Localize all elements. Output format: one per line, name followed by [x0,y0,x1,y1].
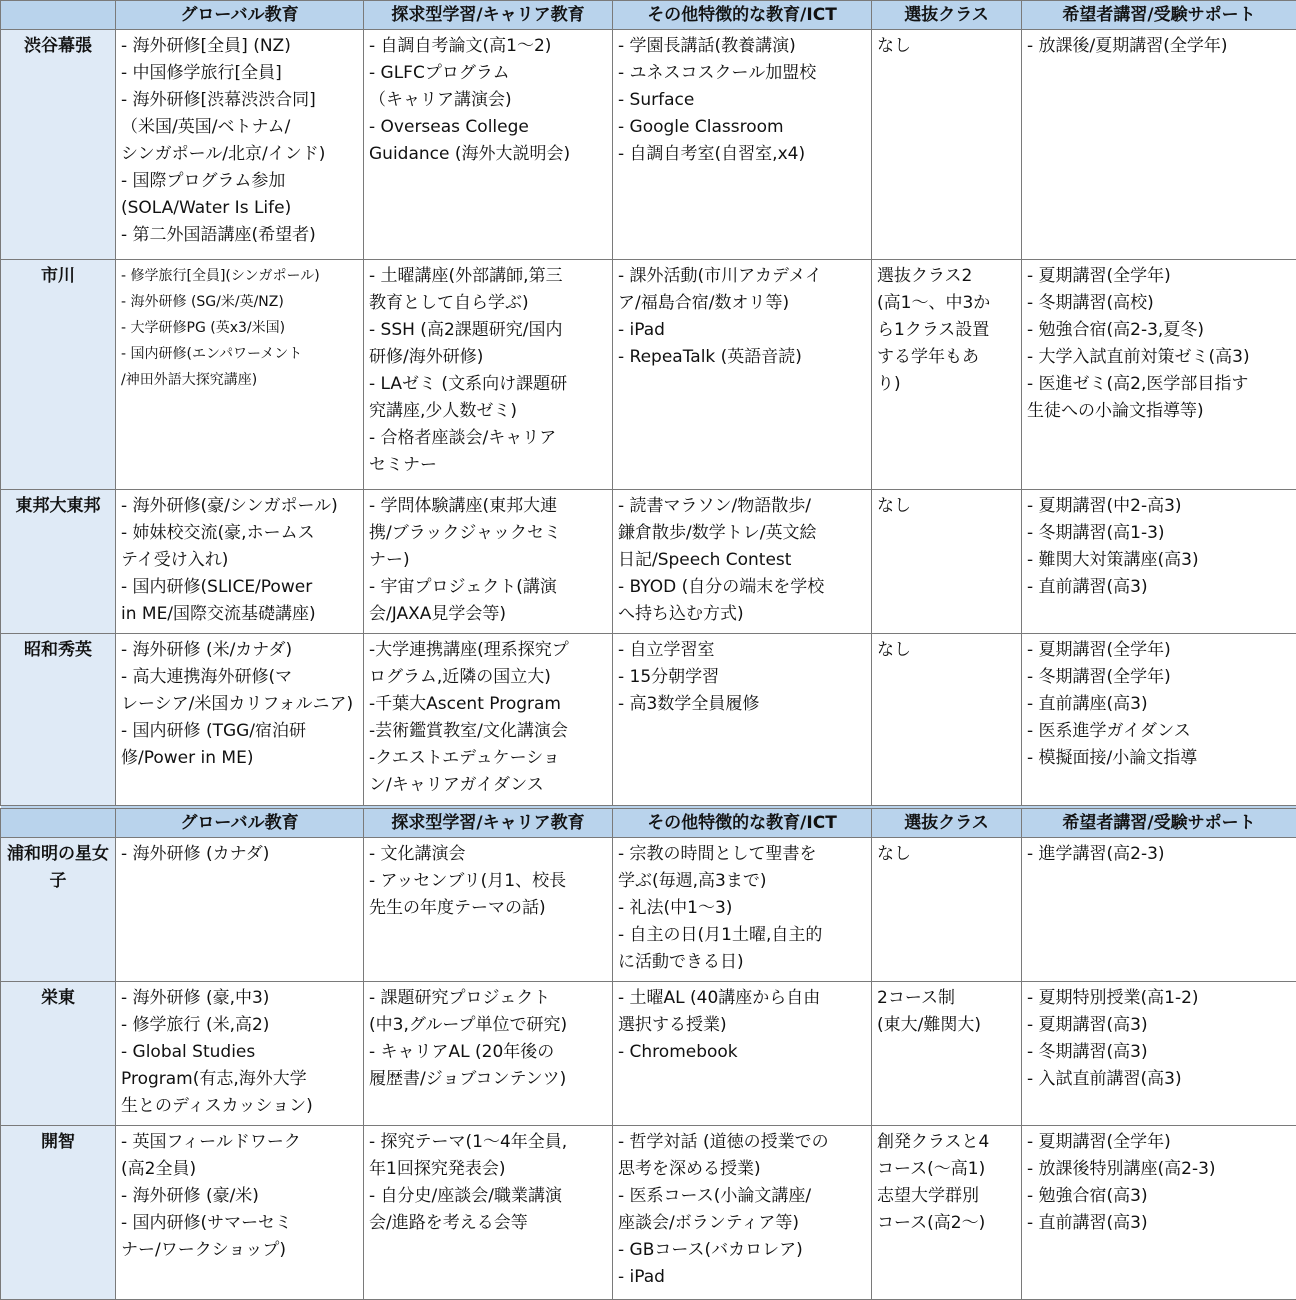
cell-line: - GLFCプログラム [369,60,612,87]
cell-line: - Chromebook [618,1039,871,1066]
school-name: 渋谷幕張 [1,30,116,260]
cell-global-education [116,1126,364,1300]
cell-line: 2コース制 [877,985,1021,1012]
cell-line: コース(〜高1) [877,1156,1021,1183]
cell-line: - 夏期講習(全学年) [1027,263,1296,290]
cell-other-ict [613,838,872,982]
cell-other-ict [613,30,872,260]
cell-line: in ME/国際交流基礎講座) [121,601,363,628]
column-header-inquiry-career: 探求型学習/キャリア教育 [364,1,613,30]
cell-line: - 夏期講習(中2-高3) [1027,493,1296,520]
cell-line: に活動できる日) [618,949,871,976]
cell-line: (東大/難関大) [877,1012,1021,1039]
cell-line: - 英国フィールドワーク [121,1129,363,1156]
cell-line: - 土曜講座(外部講師,第三 [369,263,612,290]
cell-support-courses [1022,260,1296,490]
cell-line: 座談会/ボランティア等) [618,1210,871,1237]
school-row [1,634,1296,806]
cell-line: ログラム,近隣の国立大) [369,664,612,691]
cell-line: - 海外研修[全員] (NZ) [121,33,363,60]
cell-selective-class [872,490,1022,634]
cell-line: （キャリア講演会) [369,87,612,114]
cell-line: /神田外語大探究講座) [121,367,363,393]
cell-global-education [116,30,364,260]
cell-line: - 海外研修 (米/カナダ) [121,637,363,664]
cell-line: 日記/Speech Contest [618,547,871,574]
cell-global-education [116,490,364,634]
cell-support-courses [1022,30,1296,260]
cell-inquiry-career [364,634,613,806]
cell-line: - 哲学対話 (道徳の授業での [618,1129,871,1156]
cell-line: - 修学旅行[全員](シンガポール) [121,263,363,289]
cell-support-courses [1022,982,1296,1126]
cell-line: なし [877,841,1021,868]
cell-line: 選択する授業) [618,1012,871,1039]
school-name: 浦和明の星女子 [1,838,116,982]
column-header-selective-class: 選抜クラス [872,809,1022,838]
cell-line: 先生の年度テーマの話) [369,895,612,922]
cell-line: - 国内研修(SLICE/Power [121,574,363,601]
column-header-global-education: グローバル教育 [116,1,364,30]
cell-line: - 海外研修[渋幕渋渋合同] [121,87,363,114]
cell-selective-class [872,838,1022,982]
cell-line: - 夏期特別授業(高1-2) [1027,985,1296,1012]
cell-line: ナー/ワークショップ) [121,1237,363,1264]
cell-line: - アッセンブリ(月1、校長 [369,868,612,895]
cell-line: 思考を深める授業) [618,1156,871,1183]
cell-line: - 直前講習(高3) [1027,1210,1296,1237]
cell-support-courses [1022,490,1296,634]
cell-line: (SOLA/Water Is Life) [121,195,363,222]
cell-line: -大学連携講座(理系探究プ [369,637,612,664]
school-row [1,838,1296,982]
cell-line: - 模擬面接/小論文指導 [1027,745,1296,772]
cell-line: 修/Power in ME) [121,745,363,772]
column-header-inquiry-career: 探求型学習/キャリア教育 [364,809,613,838]
cell-line: Guidance (海外大説明会) [369,141,612,168]
cell-line: 鎌倉散歩/数学トレ/英文絵 [618,520,871,547]
cell-line: り) [877,371,1021,398]
header-corner [1,1,116,30]
school-row [1,30,1296,260]
cell-line: - 第二外国語講座(希望者) [121,222,363,249]
cell-line: - 直前講習(高3) [1027,574,1296,601]
school-name: 開智 [1,1126,116,1300]
cell-inquiry-career [364,30,613,260]
cell-line: - 冬期講習(全学年) [1027,664,1296,691]
cell-line: - Google Classroom [618,114,871,141]
cell-line: - 夏期講習(全学年) [1027,1129,1296,1156]
cell-line: - ユネスコスクール加盟校 [618,60,871,87]
cell-line: - 海外研修 (カナダ) [121,841,363,868]
cell-line: 選抜クラス2 [877,263,1021,290]
cell-other-ict [613,490,872,634]
cell-line: ら1クラス設置 [877,317,1021,344]
cell-inquiry-career [364,982,613,1126]
cell-line: - 土曜AL (40講座から自由 [618,985,871,1012]
cell-line: - 夏期講習(全学年) [1027,637,1296,664]
school-name: 栄東 [1,982,116,1126]
cell-line: 会/進路を考える会等 [369,1210,612,1237]
cell-support-courses [1022,1126,1296,1300]
school-row [1,982,1296,1126]
cell-line: セミナー [369,452,612,479]
cell-line: コース(高2〜) [877,1210,1021,1237]
column-header-support-courses: 希望者講習/受験サポート [1022,809,1296,838]
cell-line: - 合格者座談会/キャリア [369,425,612,452]
cell-line: 生とのディスカッション) [121,1093,363,1120]
cell-line: 研修/海外研修) [369,344,612,371]
column-header-other-ict: その他特徴的な教育/ICT [613,809,872,838]
cell-line: ア/福島合宿/数オリ等) [618,290,871,317]
cell-selective-class [872,260,1022,490]
cell-line: ン/キャリアガイダンス [369,772,612,799]
cell-line: 会/JAXA見学会等) [369,601,612,628]
header-corner [1,809,116,838]
school-name: 東邦大東邦 [1,490,116,634]
cell-line: - 海外研修(豪/シンガポール) [121,493,363,520]
cell-global-education [116,634,364,806]
cell-line: - SSH (高2課題研究/国内 [369,317,612,344]
cell-line: - 宇宙プロジェクト(講演 [369,574,612,601]
cell-line: - Global Studies [121,1039,363,1066]
cell-line: - 高大連携海外研修(マ [121,664,363,691]
cell-other-ict [613,1126,872,1300]
cell-line: - 自調自考室(自習室,x4) [618,141,871,168]
cell-line: - 大学研修PG (英x3/米国) [121,315,363,341]
cell-line: 生徒への小論文指導等) [1027,398,1296,425]
cell-line: - 学問体験講座(東邦大連 [369,493,612,520]
cell-line: - 入試直前講習(高3) [1027,1066,1296,1093]
cell-line: （米国/英国/ベトナム/ [121,114,363,141]
cell-line: 年1回探究発表会) [369,1156,612,1183]
cell-line: -千葉大Ascent Program [369,691,612,718]
cell-line: - 勉強合宿(高3) [1027,1183,1296,1210]
cell-line: - 高3数学全員履修 [618,691,871,718]
cell-line: レーシア/米国カリフォルニア) [121,691,363,718]
cell-line: - 医進ゼミ(高2,医学部目指す [1027,371,1296,398]
header-row [1,1,1296,30]
cell-line: - 自調自考論文(高1〜2) [369,33,612,60]
header-row [1,809,1296,838]
cell-selective-class [872,982,1022,1126]
cell-line: - 海外研修 (SG/米/英/NZ) [121,289,363,315]
cell-line: 学ぶ(毎週,高3まで) [618,868,871,895]
cell-line: - 直前講座(高3) [1027,691,1296,718]
school-row [1,1126,1296,1300]
cell-line: - 自主の日(月1土曜,自主的 [618,922,871,949]
cell-line: - BYOD (自分の端末を学校 [618,574,871,601]
cell-line: - 中国修学旅行[全員] [121,60,363,87]
cell-line: - 文化講演会 [369,841,612,868]
cell-line: - 海外研修 (豪,中3) [121,985,363,1012]
cell-line: - 学園長講話(教養講演) [618,33,871,60]
cell-inquiry-career [364,1126,613,1300]
cell-support-courses [1022,838,1296,982]
cell-line: - LAゼミ (文系向け課題研 [369,371,612,398]
cell-line: - 自立学習室 [618,637,871,664]
cell-line: - 進学講習(高2-3) [1027,841,1296,868]
cell-line: - 読書マラソン/物語散歩/ [618,493,871,520]
cell-line: - Surface [618,87,871,114]
cell-line: - 課外活動(市川アカデメイ [618,263,871,290]
column-header-global-education: グローバル教育 [116,809,364,838]
cell-inquiry-career [364,838,613,982]
column-header-support-courses: 希望者講習/受験サポート [1022,1,1296,30]
cell-line: 教育として自ら学ぶ) [369,290,612,317]
school-name: 昭和秀英 [1,634,116,806]
cell-line: 究講座,少人数ゼミ) [369,398,612,425]
cell-line: (中3,グループ単位で研究) [369,1012,612,1039]
cell-line: - 難関大対策講座(高3) [1027,547,1296,574]
cell-line: 創発クラスと4 [877,1129,1021,1156]
cell-selective-class [872,30,1022,260]
cell-global-education [116,260,364,490]
cell-line: シンガポール/北京/インド) [121,141,363,168]
cell-line: - GBコース(バカロレア) [618,1237,871,1264]
cell-line: テイ受け入れ) [121,547,363,574]
cell-line: 履歴書/ジョブコンテンツ) [369,1066,612,1093]
cell-line: - iPad [618,1264,871,1291]
cell-line: - 国内研修(エンパワーメント [121,341,363,367]
cell-line: - 自分史/座談会/職業講演 [369,1183,612,1210]
cell-line: - 姉妹校交流(豪,ホームス [121,520,363,547]
cell-line: - Overseas College [369,114,612,141]
school-row [1,260,1296,490]
cell-line: なし [877,493,1021,520]
cell-line: 携/ブラックジャックセミ [369,520,612,547]
cell-line: - 国内研修(サマーセミ [121,1210,363,1237]
cell-line: - iPad [618,317,871,344]
cell-line: 志望大学群別 [877,1183,1021,1210]
cell-global-education [116,838,364,982]
cell-line: - 夏期講習(高3) [1027,1012,1296,1039]
cell-line: - 放課後特別講座(高2-3) [1027,1156,1296,1183]
cell-other-ict [613,260,872,490]
cell-line: - 修学旅行 (米,高2) [121,1012,363,1039]
cell-line: - 国際プログラム参加 [121,168,363,195]
column-header-other-ict: その他特徴的な教育/ICT [613,1,872,30]
column-header-selective-class: 選抜クラス [872,1,1022,30]
cell-other-ict [613,634,872,806]
cell-line: - 礼法(中1〜3) [618,895,871,922]
cell-line: - 冬期講習(高1-3) [1027,520,1296,547]
cell-line: - 大学入試直前対策ゼミ(高3) [1027,344,1296,371]
school-name: 市川 [1,260,116,490]
cell-inquiry-career [364,490,613,634]
cell-selective-class [872,1126,1022,1300]
cell-line: - 探究テーマ(1〜4年全員, [369,1129,612,1156]
cell-inquiry-career [364,260,613,490]
cell-global-education [116,982,364,1126]
cell-line: - RepeaTalk (英語音読) [618,344,871,371]
cell-line: ナー) [369,547,612,574]
cell-line: - 国内研修 (TGG/宿泊研 [121,718,363,745]
cell-line: - 勉強合宿(高2-3,夏冬) [1027,317,1296,344]
cell-line: する学年もあ [877,344,1021,371]
cell-support-courses [1022,634,1296,806]
cell-line: - 海外研修 (豪/米) [121,1183,363,1210]
cell-line: - 医系コース(小論文講座/ [618,1183,871,1210]
cell-line: Program(有志,海外大学 [121,1066,363,1093]
cell-line: - 冬期講習(高3) [1027,1039,1296,1066]
cell-line: -芸術鑑賞教室/文化講演会 [369,718,612,745]
cell-line: (高1〜、中3か [877,290,1021,317]
cell-line: - 15分朝学習 [618,664,871,691]
cell-line: (高2全員) [121,1156,363,1183]
cell-line: -クエストエデュケーショ [369,745,612,772]
cell-line: - 放課後/夏期講習(全学年) [1027,33,1296,60]
cell-line: - 医系進学ガイダンス [1027,718,1296,745]
cell-line: へ持ち込む方式) [618,601,871,628]
cell-line: - キャリアAL (20年後の [369,1039,612,1066]
cell-line: - 課題研究プロジェクト [369,985,612,1012]
school-row [1,490,1296,634]
cell-other-ict [613,982,872,1126]
cell-line: なし [877,33,1021,60]
cell-selective-class [872,634,1022,806]
cell-line: - 冬期講習(高校) [1027,290,1296,317]
cell-line: なし [877,637,1021,664]
cell-line: - 宗教の時間として聖書を [618,841,871,868]
